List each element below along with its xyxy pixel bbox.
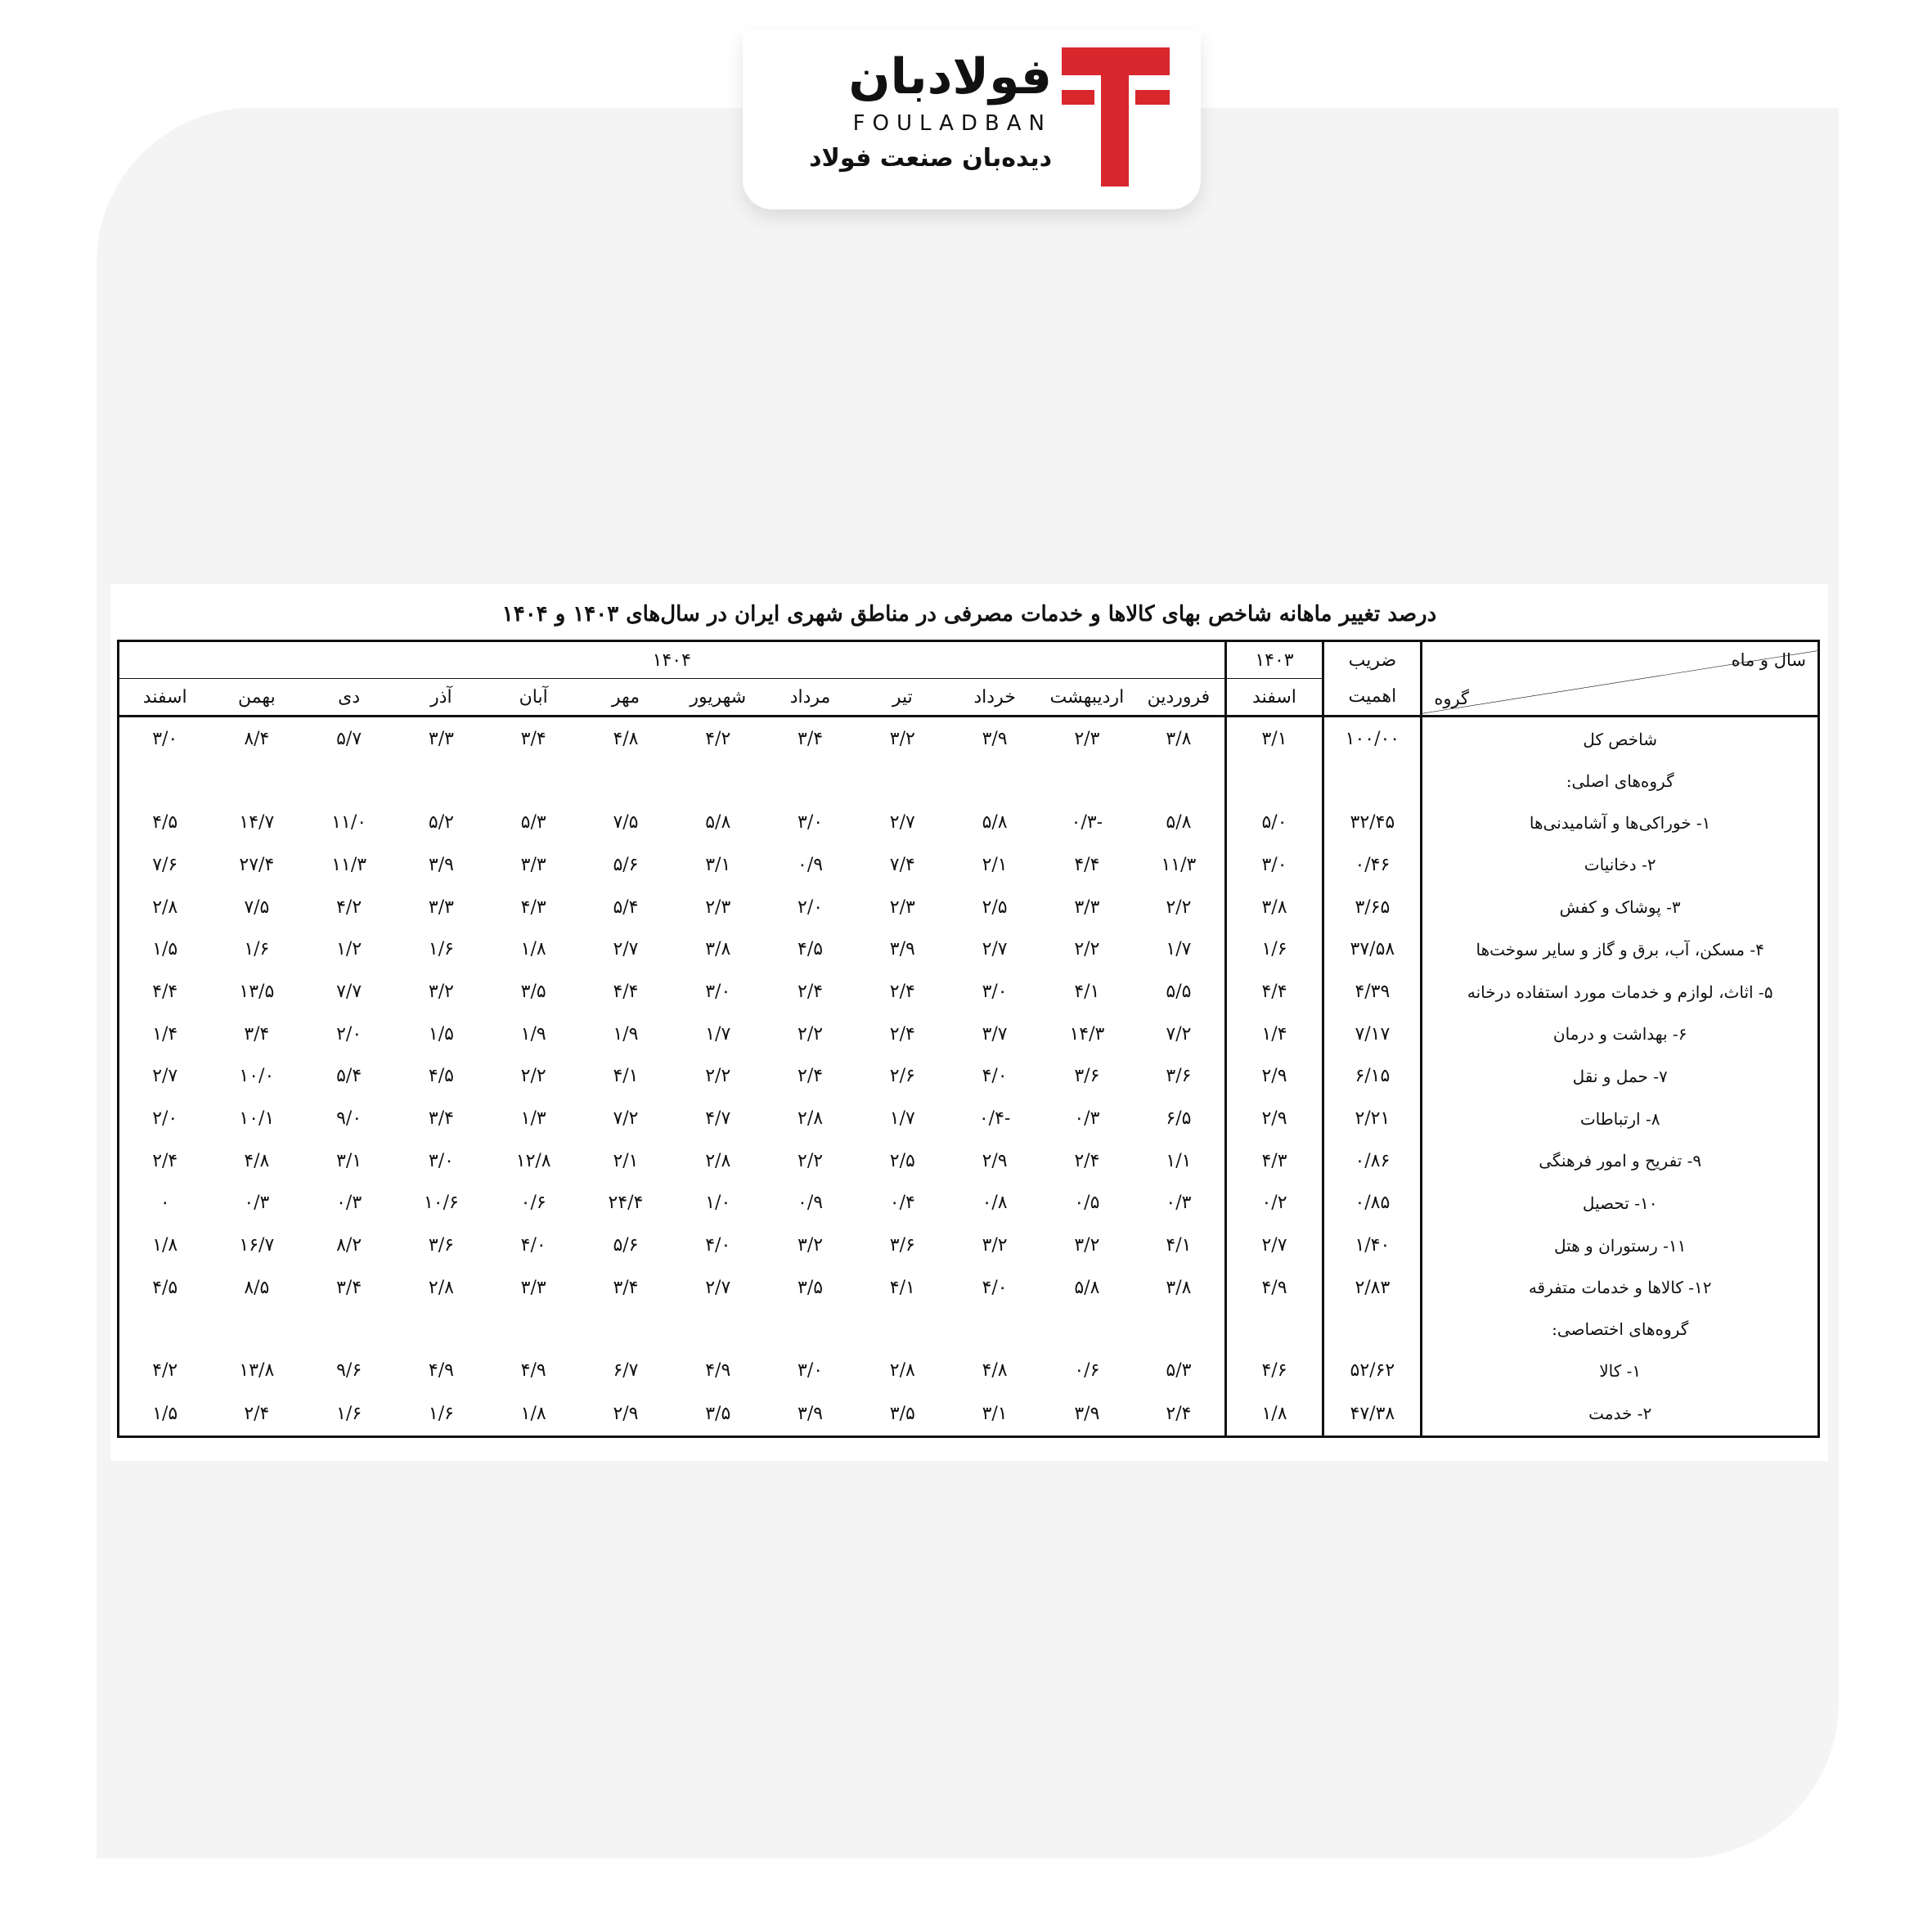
value-cell: ۳/۵ (520, 982, 546, 1003)
value-cell: ۱/۹ (613, 1023, 639, 1045)
value-cell: ۵/۲ (428, 812, 454, 833)
weight-cell: ۱/۴۰ (1323, 1224, 1422, 1267)
value-cell: ۲/۶ (889, 1066, 915, 1087)
value-cell: ۳/۳ (520, 1277, 546, 1298)
value-cell: ۱۱/۰ (331, 812, 367, 833)
value-cell: ۳/۲ (1074, 1235, 1100, 1256)
value-cell: ۰/۴ (889, 1193, 915, 1214)
value-1403-cell: ۳/۸ (1225, 886, 1323, 928)
value-cell: ۳/۱ (982, 1403, 1008, 1424)
month-header: شهریور (672, 679, 764, 717)
month-header: دی (303, 679, 395, 717)
value-cell: ۱/۵ (428, 1023, 454, 1045)
value-cell: ۲/۴ (244, 1403, 270, 1424)
month-header: آذر (395, 679, 487, 717)
value-cell: ۱/۵ (152, 939, 178, 960)
value-cell: ۱۳/۸ (239, 1360, 275, 1382)
value-cell: ۲/۸ (428, 1277, 454, 1298)
value-cell: ۰/۳ (1074, 1108, 1100, 1130)
value-cell: ۲/۷ (152, 1066, 178, 1087)
value-cell: -۰/۳ (1071, 812, 1103, 833)
table-row (119, 928, 1819, 971)
value-cell: ۰/۳ (336, 1193, 362, 1214)
value-cell: ۲/۷ (982, 939, 1008, 960)
value-cell: ۳/۹ (428, 854, 454, 875)
group-label: ۲- خدمت (1422, 1391, 1819, 1436)
value-cell: ۰/۶ (1074, 1360, 1100, 1382)
value-1403-cell: ۴/۹ (1225, 1266, 1323, 1309)
value-cell: ۷/۷ (336, 982, 362, 1003)
value-cell: ۲/۳ (889, 896, 915, 918)
value-cell: ۳/۸ (705, 939, 731, 960)
weight-cell: ۴۷/۳۸ (1323, 1391, 1422, 1436)
value-cell: ۳/۲ (982, 1235, 1008, 1256)
value-cell: ۵/۳ (1166, 1360, 1192, 1382)
table-row (119, 1182, 1819, 1224)
value-cell: ۱/۹ (520, 1023, 546, 1045)
value-cell: ۳/۴ (613, 1277, 639, 1298)
value-cell: ۱/۲ (336, 939, 362, 960)
value-cell: ۲/۱ (982, 854, 1008, 875)
value-cell: ۲/۰ (152, 1108, 178, 1130)
value-cell: ۱/۸ (520, 939, 546, 960)
value-cell: ۲/۸ (152, 896, 178, 918)
month-header: اسفند (119, 679, 211, 717)
value-cell: ۵/۸ (1166, 812, 1192, 833)
empty-cell (1225, 761, 1323, 802)
value-1403-cell: ۴/۳ (1225, 1139, 1323, 1182)
value-cell: ۱/۶ (336, 1403, 362, 1424)
value-cell: ۳/۹ (798, 1403, 824, 1424)
value-cell: ۰/۳ (244, 1193, 270, 1214)
value-cell: ۰ (160, 1193, 170, 1214)
value-cell: ۳/۳ (1074, 896, 1100, 918)
value-cell: ۵/۷ (336, 729, 362, 750)
value-cell: ۵/۴ (336, 1066, 362, 1087)
value-cell: ۴/۵ (152, 1277, 178, 1298)
value-cell: ۰/۸ (982, 1193, 1008, 1214)
value-1403-cell: ۴/۴ (1225, 971, 1323, 1013)
value-cell: ۴/۰ (982, 1277, 1008, 1298)
value-cell: ۳/۰ (982, 982, 1008, 1003)
table-row (119, 1224, 1819, 1267)
value-cell: ۱۶/۷ (239, 1235, 275, 1256)
group-label: ۶- بهداشت و درمان (1422, 1013, 1819, 1055)
section-label: گروه‌های اختصاصی: (1422, 1309, 1819, 1350)
group-label: ۱- کالا (1422, 1350, 1819, 1392)
value-cell: ۳/۶ (1166, 1066, 1192, 1087)
value-cell: ۱/۸ (520, 1403, 546, 1424)
value-1403-cell: ۳/۰ (1225, 844, 1323, 887)
empty-cell (1225, 1309, 1323, 1350)
value-cell: ۴/۷ (705, 1108, 731, 1130)
month-header: مرداد (764, 679, 856, 717)
value-cell: ۲/۴ (889, 982, 915, 1003)
value-cell: ۷/۵ (613, 812, 639, 833)
value-cell: ۴/۱ (889, 1277, 915, 1298)
group-label: ۷- حمل و نقل (1422, 1055, 1819, 1098)
value-cell: ۲/۹ (613, 1403, 639, 1424)
value-cell: ۲۴/۴ (608, 1193, 644, 1214)
value-cell: ۳/۲ (428, 982, 454, 1003)
group-label: ۱۲- کالاها و خدمات متفرقه (1422, 1266, 1819, 1309)
value-cell: ۳/۰ (705, 982, 731, 1003)
month-header: تیر (856, 679, 949, 717)
value-cell: ۲/۲ (705, 1066, 731, 1087)
value-cell: ۳/۸ (1166, 1277, 1192, 1298)
value-cell: ۶/۵ (1166, 1108, 1192, 1130)
value-cell: ۲/۳ (1074, 729, 1100, 750)
value-cell: ۱۴/۳ (1069, 1023, 1105, 1045)
value-cell: ۲/۳ (705, 896, 731, 918)
value-cell: ۱/۰ (705, 1193, 731, 1214)
value-cell: ۴/۵ (428, 1066, 454, 1087)
month-header: مهر (580, 679, 672, 717)
value-cell: ۴/۲ (705, 729, 731, 750)
value-cell: ۷/۶ (152, 854, 178, 875)
value-cell: ۳/۹ (889, 939, 915, 960)
value-cell: ۷/۴ (889, 854, 915, 875)
weight-cell: ۰/۸۵ (1323, 1182, 1422, 1224)
value-cell: ۳/۴ (336, 1277, 362, 1298)
value-1403-cell: ۱/۸ (1225, 1391, 1323, 1436)
table-row (119, 886, 1819, 928)
value-cell: ۳/۱ (705, 854, 731, 875)
value-cell: ۲/۵ (982, 896, 1008, 918)
value-cell: ۳/۴ (244, 1023, 270, 1045)
year-1404-header: ۱۴۰۴ (119, 641, 1226, 679)
value-cell: ۲/۲ (520, 1066, 546, 1087)
value-cell: ۵/۸ (982, 812, 1008, 833)
group-label: ۵- اثاث، لوازم و خدمات مورد استفاده درخانه (1422, 971, 1819, 1013)
value-cell: ۱/۴ (152, 1023, 178, 1045)
weight-cell: ۰/۸۶ (1323, 1139, 1422, 1182)
value-cell: ۲/۲ (798, 1023, 824, 1045)
value-cell: ۳/۸ (1166, 729, 1192, 750)
month-1403-esfand: اسفند (1225, 679, 1323, 717)
value-cell: ۴/۰ (982, 1066, 1008, 1087)
table-title: درصد تغییر ماهانه شاخص بهای کالاها و خدمات مصرفی در مناطق شهری ایران در سال‌های ۱۴۰۳ و ۱۴۰۴ (501, 602, 1437, 627)
value-cell: ۴/۰ (520, 1235, 546, 1256)
value-cell: ۲/۴ (889, 1023, 915, 1045)
value-1403-cell: ۵/۰ (1225, 802, 1323, 844)
value-cell: ۲/۲ (798, 1150, 824, 1171)
value-cell: ۲/۸ (798, 1108, 824, 1130)
value-1403-cell: ۲/۹ (1225, 1098, 1323, 1140)
group-label: ۴- مسکن، آب، برق و گاز و سایر سوخت‌ها (1422, 928, 1819, 971)
year-1403-header: ۱۴۰۳ (1225, 641, 1323, 679)
value-cell: ۲/۵ (889, 1150, 915, 1171)
value-cell: ۵/۸ (1074, 1277, 1100, 1298)
weight-cell: ۲/۲۱ (1323, 1098, 1422, 1140)
value-cell: ۲/۸ (889, 1360, 915, 1382)
value-cell: ۹/۶ (336, 1360, 362, 1382)
value-cell: ۷/۲ (613, 1108, 639, 1130)
value-cell: ۸/۴ (244, 729, 270, 750)
section-special-row (119, 1309, 1819, 1350)
table-row (119, 1013, 1819, 1055)
weight-cell: ۱۰۰/۰۰ (1323, 717, 1422, 762)
table-body (119, 717, 1819, 1437)
value-cell: ۳/۴ (798, 729, 824, 750)
value-cell: ۴/۴ (613, 982, 639, 1003)
value-cell: ۱۳/۵ (239, 982, 275, 1003)
group-label: ۱- خوراکی‌ها و آشامیدنی‌ها (1422, 802, 1819, 844)
value-cell: ۲/۲ (1166, 896, 1192, 918)
value-cell: ۳/۲ (889, 729, 915, 750)
value-cell: ۲/۴ (1166, 1403, 1192, 1424)
weight-cell: ۲/۸۳ (1323, 1266, 1422, 1309)
value-cell: ۲/۴ (1074, 1150, 1100, 1171)
cpi-table (117, 640, 1820, 1438)
document-image (110, 584, 1828, 1461)
value-cell: ۱/۳ (520, 1108, 546, 1130)
value-cell: ۴/۰ (705, 1235, 731, 1256)
value-cell: ۲/۰ (798, 896, 824, 918)
value-cell: ۰/۶ (520, 1193, 546, 1214)
value-cell: ۰/۹ (798, 854, 824, 875)
table-row (119, 1139, 1819, 1182)
table-row (119, 1098, 1819, 1140)
brand-logo (743, 29, 1201, 209)
value-cell: ۴/۲ (152, 1360, 178, 1382)
value-cell: ۱۴/۷ (239, 812, 275, 833)
value-cell: ۱/۶ (428, 1403, 454, 1424)
empty-cell (1323, 1309, 1422, 1350)
corner-header (1422, 641, 1819, 717)
value-cell: ۳/۹ (1074, 1403, 1100, 1424)
weight-header-1: ضریب (1323, 641, 1422, 679)
value-cell: ۳/۰ (798, 812, 824, 833)
value-cell: ۷/۲ (1166, 1023, 1192, 1045)
value-cell: ۳/۷ (982, 1023, 1008, 1045)
value-cell: ۱/۱ (1166, 1150, 1192, 1171)
value-cell: ۱۰/۰ (239, 1066, 275, 1087)
value-cell: ۴/۱ (1166, 1235, 1192, 1256)
table-row (119, 802, 1819, 844)
corner-top-label: سال و ماه (1731, 650, 1806, 670)
value-cell: ۲/۸ (705, 1150, 731, 1171)
table-row (119, 971, 1819, 1013)
value-cell: ۳/۴ (520, 729, 546, 750)
value-1403-cell: ۱/۴ (1225, 1013, 1323, 1055)
value-cell: ۵/۸ (705, 812, 731, 833)
value-cell: ۵/۳ (520, 812, 546, 833)
value-cell: ۴/۹ (705, 1360, 731, 1382)
weight-cell: ۰/۴۶ (1323, 844, 1422, 887)
empty-cell (119, 1309, 1226, 1350)
corner-bottom-label: گروه (1434, 689, 1470, 708)
value-cell: ۳/۵ (889, 1403, 915, 1424)
weight-cell: ۴/۳۹ (1323, 971, 1422, 1013)
value-cell: ۳/۶ (889, 1235, 915, 1256)
table-row (119, 1350, 1819, 1392)
empty-cell (1323, 761, 1422, 802)
value-cell: ۲/۰ (336, 1023, 362, 1045)
value-cell: ۴/۵ (798, 939, 824, 960)
table-row (119, 844, 1819, 887)
weight-cell: ۳/۶۵ (1323, 886, 1422, 928)
group-label: ۱۱- رستوران و هتل (1422, 1224, 1819, 1267)
value-1403-cell: ۲/۷ (1225, 1224, 1323, 1267)
value-cell: ۴/۴ (1074, 854, 1100, 875)
weight-header-2: اهمیت (1323, 679, 1422, 717)
value-cell: ۲/۷ (705, 1277, 731, 1298)
value-cell: ۰/۹ (798, 1193, 824, 1214)
group-label: ۱۰- تحصیل (1422, 1182, 1819, 1224)
value-1403-cell: ۱/۶ (1225, 928, 1323, 971)
weight-cell: ۷/۱۷ (1323, 1013, 1422, 1055)
value-cell: ۳/۰ (798, 1360, 824, 1382)
value-1403-cell: ۰/۲ (1225, 1182, 1323, 1224)
value-cell: ۹/۰ (336, 1108, 362, 1130)
month-header: خرداد (949, 679, 1041, 717)
value-cell: ۳/۳ (428, 729, 454, 750)
value-cell: ۲/۴ (798, 1066, 824, 1087)
value-cell: ۱/۷ (1166, 939, 1192, 960)
brand-name-en: FOULADBAN (852, 111, 1052, 136)
value-cell: ۲/۴ (798, 982, 824, 1003)
weight-cell: ۳۷/۵۸ (1323, 928, 1422, 971)
value-cell: ۵/۵ (1166, 982, 1192, 1003)
value-cell: ۳/۱ (336, 1150, 362, 1171)
value-1403-cell: ۳/۱ (1225, 717, 1323, 762)
value-cell: ۴/۲ (336, 896, 362, 918)
value-cell: ۴/۹ (428, 1360, 454, 1382)
empty-cell (119, 761, 1226, 802)
value-cell: ۵/۶ (613, 1235, 639, 1256)
value-cell: ۷/۵ (244, 896, 270, 918)
value-cell: ۳/۲ (798, 1235, 824, 1256)
month-header: بهمن (210, 679, 303, 717)
weight-cell: ۵۲/۶۲ (1323, 1350, 1422, 1392)
table-row (119, 1055, 1819, 1098)
value-cell: ۳/۰ (428, 1150, 454, 1171)
value-cell: ۵/۴ (613, 896, 639, 918)
brand-name-fa: فولادبان (848, 48, 1052, 106)
group-label: ۹- تفریح و امور فرهنگی (1422, 1139, 1819, 1182)
value-cell: -۰/۴ (978, 1108, 1011, 1130)
value-cell: ۳/۹ (982, 729, 1008, 750)
group-label: شاخص کل (1422, 717, 1819, 762)
value-cell: ۴/۱ (613, 1066, 639, 1087)
value-cell: ۱۲/۸ (515, 1150, 551, 1171)
value-cell: ۳/۵ (705, 1403, 731, 1424)
group-label: ۳- پوشاک و کفش (1422, 886, 1819, 928)
value-cell: ۱۰/۶ (423, 1193, 459, 1214)
value-cell: ۱/۷ (889, 1108, 915, 1130)
value-cell: ۳/۵ (798, 1277, 824, 1298)
value-cell: ۳/۶ (1074, 1066, 1100, 1087)
section-label: گروه‌های اصلی: (1422, 761, 1819, 802)
group-label: ۸- ارتباطات (1422, 1098, 1819, 1140)
value-cell: ۲/۷ (613, 939, 639, 960)
value-cell: ۲/۷ (889, 812, 915, 833)
value-cell: ۳/۰ (152, 729, 178, 750)
value-cell: ۱/۵ (152, 1403, 178, 1424)
fouladban-logo-mark-icon (1062, 47, 1170, 186)
value-cell: ۰/۳ (1166, 1193, 1192, 1214)
value-cell: ۴/۸ (613, 729, 639, 750)
value-cell: ۴/۱ (1074, 982, 1100, 1003)
value-cell: ۳/۴ (428, 1108, 454, 1130)
value-cell: ۲/۹ (982, 1150, 1008, 1171)
total-row (119, 717, 1819, 762)
table-row (119, 1266, 1819, 1309)
value-cell: ۲/۴ (152, 1150, 178, 1171)
value-cell: ۴/۵ (152, 812, 178, 833)
month-header: آبان (487, 679, 580, 717)
value-cell: ۵/۶ (613, 854, 639, 875)
value-cell: ۱/۶ (244, 939, 270, 960)
value-cell: ۴/۸ (982, 1360, 1008, 1382)
weight-cell: ۶/۱۵ (1323, 1055, 1422, 1098)
value-1403-cell: ۲/۹ (1225, 1055, 1323, 1098)
value-cell: ۴/۴ (152, 982, 178, 1003)
value-cell: ۱۱/۳ (331, 854, 367, 875)
value-cell: ۳/۳ (428, 896, 454, 918)
value-cell: ۱۱/۳ (1161, 854, 1197, 875)
value-cell: ۳/۶ (428, 1235, 454, 1256)
value-cell: ۱/۸ (152, 1235, 178, 1256)
value-cell: ۸/۲ (336, 1235, 362, 1256)
table-row (119, 1391, 1819, 1436)
value-cell: ۲۷/۴ (239, 854, 275, 875)
month-header: اردیبهشت (1040, 679, 1133, 717)
brand-tagline: دیده‌بان صنعت فولاد (809, 144, 1052, 173)
value-cell: ۱۰/۱ (239, 1108, 275, 1130)
group-label: ۲- دخانیات (1422, 844, 1819, 887)
value-1403-cell: ۴/۶ (1225, 1350, 1323, 1392)
value-cell: ۴/۳ (520, 896, 546, 918)
section-main-row (119, 761, 1819, 802)
value-cell: ۱/۷ (705, 1023, 731, 1045)
value-cell: ۲/۲ (1074, 939, 1100, 960)
value-cell: ۳/۳ (520, 854, 546, 875)
value-cell: ۴/۹ (520, 1360, 546, 1382)
value-cell: ۴/۸ (244, 1150, 270, 1171)
value-cell: ۶/۷ (613, 1360, 639, 1382)
value-cell: ۰/۵ (1074, 1193, 1100, 1214)
weight-cell: ۳۲/۴۵ (1323, 802, 1422, 844)
value-cell: ۸/۵ (244, 1277, 270, 1298)
value-cell: ۲/۱ (613, 1150, 639, 1171)
value-cell: ۱/۶ (428, 939, 454, 960)
month-header: فروردین (1133, 679, 1225, 717)
